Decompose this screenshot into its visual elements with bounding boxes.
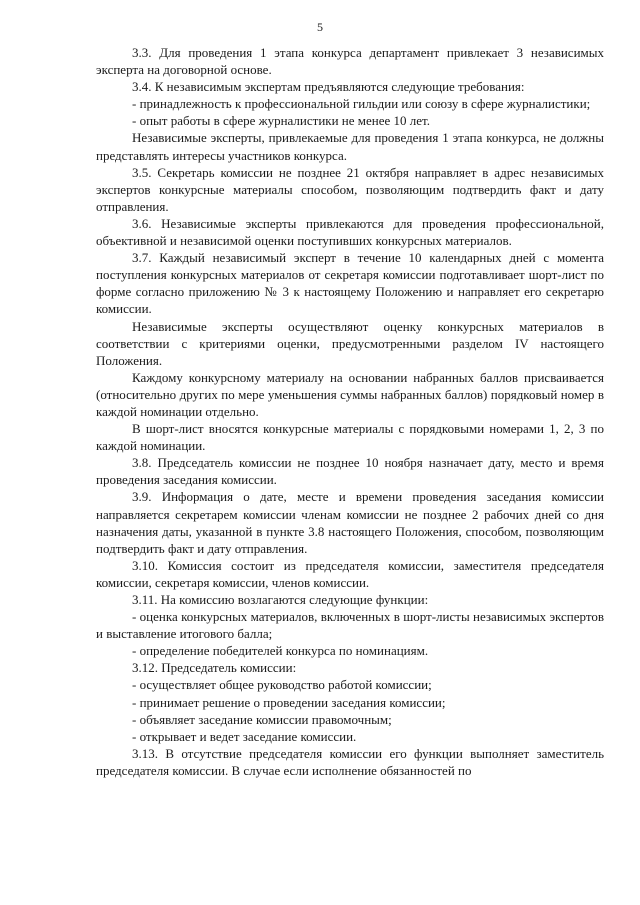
paragraph: 3.8. Председатель комиссии не позднее 10 ноября назначает дату, место и время проведения заседания комиссии. [96, 455, 604, 488]
paragraph: 3.3. Для проведения 1 этапа конкурса департамент привлекает 3 независимых эксперта на договорной основе. [96, 45, 604, 78]
paragraph: 3.10. Комиссия состоит из председателя комиссии, заместителя председателя комиссии, секретаря комиссии, членов комиссии. [96, 557, 604, 590]
paragraph: - опыт работы в сфере журналистики не менее 10 лет. [132, 113, 430, 129]
paragraph: 3.11. На комиссию возлагаются следующие функции: [132, 592, 429, 607]
paragraph: - осуществляет общее руководство работой комиссии; [132, 677, 432, 693]
page-number: 5 [317, 20, 323, 34]
paragraph: - определение победителей конкурса по номинациям. [132, 643, 429, 659]
paragraph: - оценка конкурсных материалов, включенных в шорт-листы независимых экспертов и выставление итогового балла; [96, 609, 604, 642]
document-body [96, 44, 604, 779]
paragraph: 3.9. Информация о дате, месте и времени проведения заседания комиссии направляется секретарем комиссии членам комиссии не позднее 2 рабочих дней со дня назначения даты, указанной в пункте 3.8 настоящего Положения, способом, позволяющим подтвердить факт и дату отправления. [96, 489, 604, 556]
paragraph: 3.6. Независимые эксперты привлекаются для проведения профессиональной, объективной и независимой оценки поступивших конкурсных материалов. [96, 215, 604, 249]
paragraph: В шорт-лист вносятся конкурсные материалы с порядковыми номерами 1, 2, 3 по каждой номинации. [96, 421, 604, 454]
paragraph: - объявляет заседание комиссии правомочным; [132, 711, 392, 727]
paragraph: 3.13. В отсутствие председателя комиссии его функции выполняет заместитель председателя комиссии. В случае если исполнение обязанностей по [96, 745, 604, 778]
paragraph: 3.4. К независимым экспертам предъявляются следующие требования: [132, 79, 525, 95]
paragraph: Независимые эксперты, привлекаемые для проведения 1 этапа конкурса, не должны представлять интересы участников конкурса. [96, 130, 604, 163]
paragraph: - принадлежность к профессиональной гильдии или союзу в сфере журналистики; [132, 96, 591, 112]
paragraph: 3.12. Председатель комиссии: [132, 660, 297, 676]
paragraph: Независимые эксперты осуществляют оценку конкурсных материалов в соответствии с критериями оценки, предусмотренными разделом IV настоящего Положения. [96, 318, 604, 368]
paragraph: 3.5. Секретарь комиссии не позднее 21 октября направляет в адрес независимых экспертов конкурсные материалы способом, позволяющим подтвердить факт и дату отправления. [96, 164, 604, 214]
paragraph: Каждому конкурсному материалу на основании набранных баллов присваивается (относительно других по мере уменьшения суммы набранных баллов) порядковый номер в каждой номинации отдельно. [96, 369, 604, 419]
paragraph: 3.7. Каждый независимый эксперт в течение 10 календарных дней с момента поступления конкурсных материалов от секретаря комиссии подготавливает шорт-лист по форме согласно приложению № 3 к настоящему Положению и направляет его секретарю комиссии. [96, 250, 604, 317]
paragraph: - открывает и ведет заседание комиссии. [132, 728, 357, 744]
paragraph: - принимает решение о проведении заседания комиссии; [132, 694, 446, 710]
